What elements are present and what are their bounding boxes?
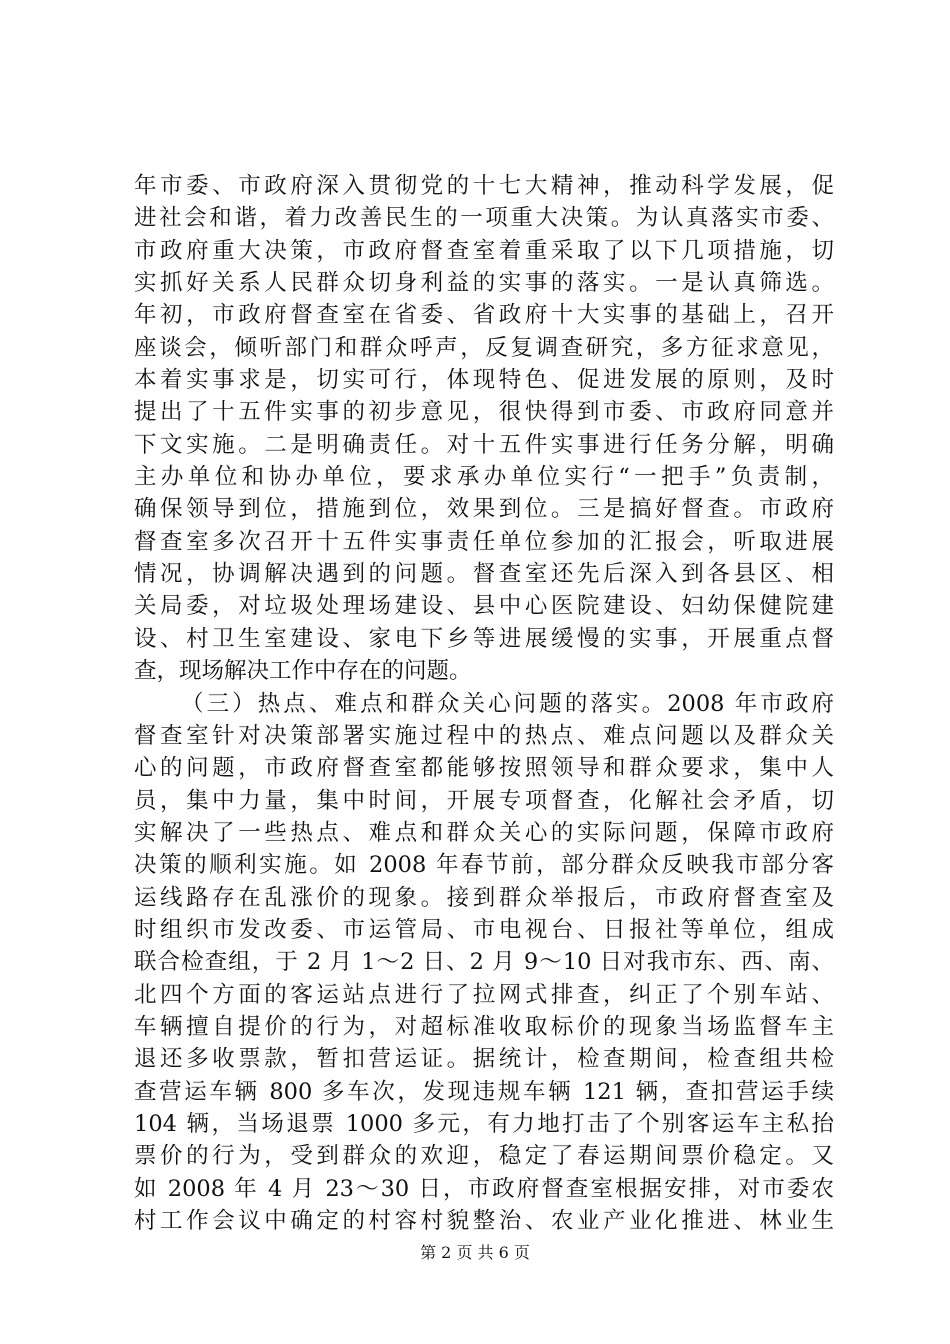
text-line: 下文实施。二是明确责任。对十五件实事进行任务分解，明确 — [134, 431, 834, 458]
text-line: 市政府重大决策，市政府督查室着重采取了以下几项措施，切 — [134, 237, 834, 264]
text-line: 本着实事求是，切实可行，体现特色、促进发展的原则，及时 — [134, 367, 834, 394]
text-line: 情况，协调解决遇到的问题。督查室还先后深入到各县区、相 — [134, 561, 834, 588]
text-line: 查营运车辆 800 多车次，发现违规车辆 121 辆，查扣营运手续 — [134, 1078, 834, 1105]
body-text — [134, 170, 834, 1237]
text-line: 实解决了一些热点、难点和群众关心的实际问题，保障市政府 — [134, 819, 834, 846]
text-line: 实抓好关系人民群众切身利益的实事的落实。一是认真筛选。 — [134, 270, 834, 297]
text-line: 设、村卫生室建设、家电下乡等进展缓慢的实事，开展重点督 — [134, 625, 834, 652]
text-line: 村工作会议中确定的村容村貌整治、农业产业化推进、林业生 — [134, 1208, 834, 1234]
text-line: 员，集中力量，集中时间，开展专项督查，化解社会矛盾，切 — [134, 787, 834, 814]
section-heading-line: （三）热点、难点和群众关心问题的落实。2008 年市政府 — [181, 690, 834, 717]
text-line: 确保领导到位，措施到位，效果到位。三是搞好督查。市政府 — [134, 496, 834, 523]
text-line: 运线路存在乱涨价的现象。接到群众举报后，市政府督查室及 — [134, 884, 834, 911]
text-line: 北四个方面的客运站点进行了拉网式排查，纠正了个别车站、 — [134, 981, 834, 1008]
page-footer: 第 2 页 共 6 页 — [420, 1243, 530, 1262]
text-line: 关局委，对垃圾处理场建设、县中心医院建设、妇幼保健院建 — [134, 593, 834, 620]
text-line: 104 辆，当场退票 1000 多元，有力地打击了个别客运车主私抬 — [134, 1110, 834, 1137]
text-line: 联合检查组，于 2 月 1～2 日、2 月 9～10 日对我市东、西、南、 — [134, 949, 834, 976]
text-line: 时组织市发改委、市运管局、市电视台、日报社等单位，组成 — [134, 916, 834, 943]
text-line: 年初，市政府督查室在省委、省政府十大实事的基础上，召开 — [134, 302, 834, 329]
text-line: 查，现场解决工作中存在的问题。 — [134, 658, 472, 685]
text-line: 提出了十五件实事的初步意见，很快得到市委、市政府同意并 — [134, 399, 834, 426]
text-line: 座谈会，倾听部门和群众呼声，反复调查研究，多方征求意见， — [134, 334, 834, 361]
text-line: 车辆擅自提价的行为，对超标准收取标价的现象当场监督车主 — [134, 1013, 834, 1040]
text-line: 票价的行为，受到群众的欢迎，稳定了春运期间票价稳定。又 — [134, 1143, 834, 1170]
text-line: 督查室多次召开十五件实事责任单位参加的汇报会，听取进展 — [134, 528, 834, 555]
text-line: 主办单位和协办单位，要求承办单位实行“一把手”负责制， — [134, 464, 834, 491]
text-line: 决策的顺利实施。如 2008 年春节前，部分群众反映我市部分客 — [134, 852, 834, 879]
text-line: 督查室针对决策部署实施过程中的热点、难点问题以及群众关 — [134, 722, 834, 749]
text-line: 年市委、市政府深入贯彻党的十七大精神，推动科学发展，促 — [134, 173, 834, 199]
text-line: 退还多收票款，暂扣营运证。据统计，检查期间，检查组共检 — [134, 1046, 834, 1073]
text-line: 如 2008 年 4 月 23～30 日，市政府督查室根据安排，对市委农 — [134, 1175, 834, 1202]
text-line: 心的问题，市政府督查室都能够按照领导和群众要求，集中人 — [134, 755, 834, 782]
text-line: 进社会和谐，着力改善民生的一项重大决策。为认真落实市委、 — [134, 205, 834, 232]
